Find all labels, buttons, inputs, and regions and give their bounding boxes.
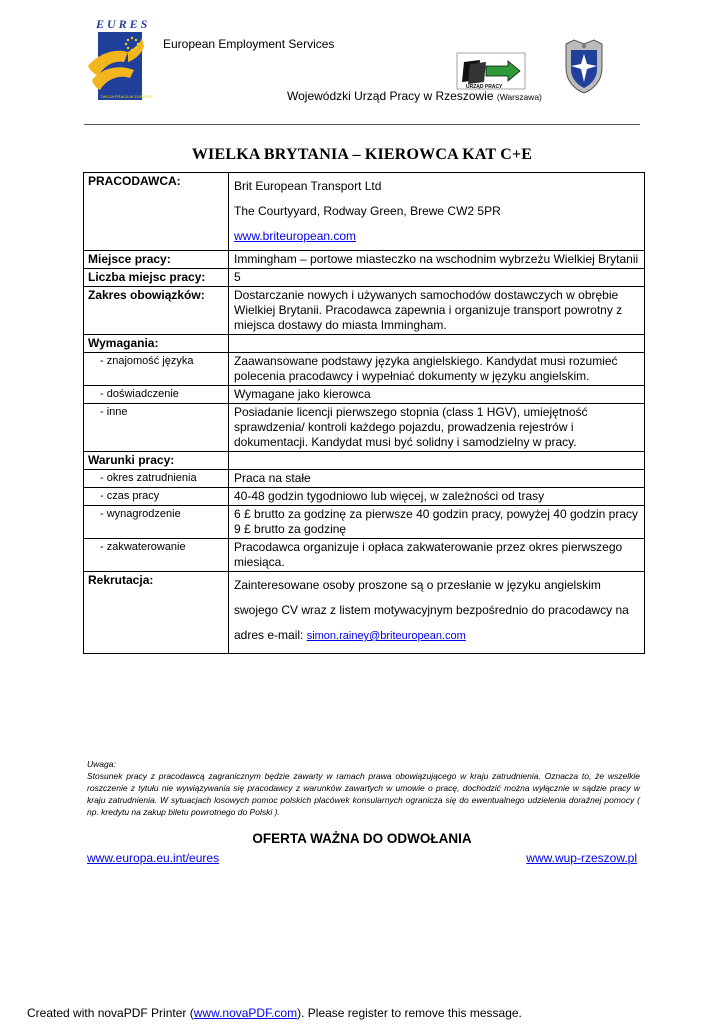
coat-of-arms-icon xyxy=(560,38,608,94)
experience-label: - doświadczenie xyxy=(84,386,229,404)
working-time-label: - czas pracy xyxy=(84,488,229,506)
note-block xyxy=(87,758,640,818)
employer-label: PRACODAWCA: xyxy=(84,173,229,251)
urzad-pracy-logo xyxy=(456,52,526,90)
header-divider xyxy=(84,124,640,125)
table-row xyxy=(84,269,645,287)
table-row xyxy=(84,539,645,572)
recruitment-value xyxy=(229,572,645,654)
recruitment-text: Zainteresowane osoby proszone są o przesłanie w języku angielskim swojego CV wraz z listem motywacyjnym bezpośrednio do pracodawcy na adres e-mail: xyxy=(234,578,629,642)
job-offer-table xyxy=(83,172,645,654)
place-label: Miejsce pracy: xyxy=(84,251,229,269)
recruitment-label: Rekrutacja: xyxy=(84,572,229,654)
employer-name: Brit European Transport Ltd xyxy=(234,179,382,193)
novapdf-before: Created with novaPDF Printer ( xyxy=(27,1006,194,1020)
offer-validity: OFERTA WAŻNA DO ODWOŁANIA xyxy=(252,831,472,846)
requirements-value xyxy=(229,335,645,353)
experience-value: Wymagane jako kierowca xyxy=(229,386,645,404)
note-text: Stosunek pracy z pracodawcą zagranicznym będzie zawarty w ramach prawa obowiązującego w kraju zatrudnienia. Oznacza to, że wszelkie roszczenie z tytułu nie wywiązywania się pracodawcy z warunków zawartych w umowie o pracę, dochodzić można wyłącznie w sądzie pracy w kraju zatrudnienia. W sytuacjach losowych pomoc polskich placówek konsularnych ogranicza się do ewentualnego udzielenia doraźnej pomocy ( np. kredytu na zakup biletu powrotnego do Polski ). xyxy=(87,771,640,817)
working-time-value: 40-48 godzin tygodniowo lub więcej, w zależności od trasy xyxy=(229,488,645,506)
table-row xyxy=(84,353,645,386)
novapdf-notice xyxy=(27,1006,522,1020)
recruitment-email-link[interactable]: simon.rainey@briteuropean.com xyxy=(306,630,466,642)
header-wup-note: (Warszawa) xyxy=(496,92,542,102)
table-row xyxy=(84,287,645,335)
eures-logo-text: EURES xyxy=(96,18,151,31)
employer-value xyxy=(229,173,645,251)
novapdf-after: ). Please register to remove this message. xyxy=(297,1006,522,1020)
conditions-label: Warunki pracy: xyxy=(84,452,229,470)
eures-tagline: TWOJA PRACA W EUROPIE xyxy=(100,94,153,99)
header-wup-name: Wojewódzki Urząd Pracy w Rzeszowie xyxy=(287,89,494,103)
period-value: Praca na stałe xyxy=(229,470,645,488)
header-wup xyxy=(287,89,542,103)
salary-value: 6 £ brutto za godzinę za pierwsze 40 godzin pracy, powyżej 40 godzin pracy 9 £ brutto za godzinę xyxy=(229,506,645,539)
language-label: - znajomość języka xyxy=(84,353,229,386)
note-title: Uwaga: xyxy=(87,759,116,769)
table-row xyxy=(84,173,645,251)
other-label: - inne xyxy=(84,404,229,452)
table-row xyxy=(84,251,645,269)
table-row xyxy=(84,488,645,506)
eures-logo xyxy=(84,18,156,104)
count-label: Liczba miejsc pracy: xyxy=(84,269,229,287)
urzad-pracy-logo-text: URZĄD PRACY xyxy=(466,84,503,90)
header-ees: European Employment Services xyxy=(163,37,335,51)
footer-eures-link[interactable]: www.europa.eu.int/eures xyxy=(87,851,220,865)
salary-label: - wynagrodzenie xyxy=(84,506,229,539)
employer-address: The Courtyyard, Rodway Green, Brewe CW2 5PR xyxy=(234,204,501,218)
other-value: Posiadanie licencji pierwszego stopnia (class 1 HGV), umiejętność sprawdzenia/ kontroli każdego pojazdu, prowadzenia rejestrów i dokumentacji. Kandydat musi być solidny i samodzielny w pracy. xyxy=(229,404,645,452)
requirements-label: Wymagania: xyxy=(84,335,229,353)
table-row xyxy=(84,470,645,488)
housing-value: Pracodawca organizuje i opłaca zakwaterowanie przez okres pierwszego miesiąca. xyxy=(229,539,645,572)
count-value: 5 xyxy=(229,269,645,287)
conditions-value xyxy=(229,452,645,470)
footer-wup-link[interactable]: www.wup-rzeszow.pl xyxy=(526,851,637,865)
table-row xyxy=(84,386,645,404)
period-label: - okres zatrudnienia xyxy=(84,470,229,488)
duties-label: Zakres obowiązków: xyxy=(84,287,229,335)
page-title: WIELKA BRYTANIA – KIEROWCA KAT C+E xyxy=(191,146,533,163)
duties-value: Dostarczanie nowych i używanych samochodów dostawczych w obrębie Wielkiej Brytanii. Pracodawca zapewnia i organizuje transport powrotny z miejsca dostawy do miasta Immingham. xyxy=(229,287,645,335)
table-row xyxy=(84,506,645,539)
housing-label: - zakwaterowanie xyxy=(84,539,229,572)
table-row xyxy=(84,572,645,654)
language-value: Zaawansowane podstawy języka angielskiego. Kandydat musi rozumieć polecenia pracodawcy i wypełniać dokumenty w języku angielskim. xyxy=(229,353,645,386)
table-row xyxy=(84,404,645,452)
table-row xyxy=(84,335,645,353)
employer-website-link[interactable]: www.briteuropean.com xyxy=(234,229,357,243)
novapdf-link[interactable]: www.novaPDF.com xyxy=(193,1006,298,1020)
table-row xyxy=(84,452,645,470)
place-value: Immingham – portowe miasteczko na wschodnim wybrzeżu Wielkiej Brytanii xyxy=(229,251,645,269)
